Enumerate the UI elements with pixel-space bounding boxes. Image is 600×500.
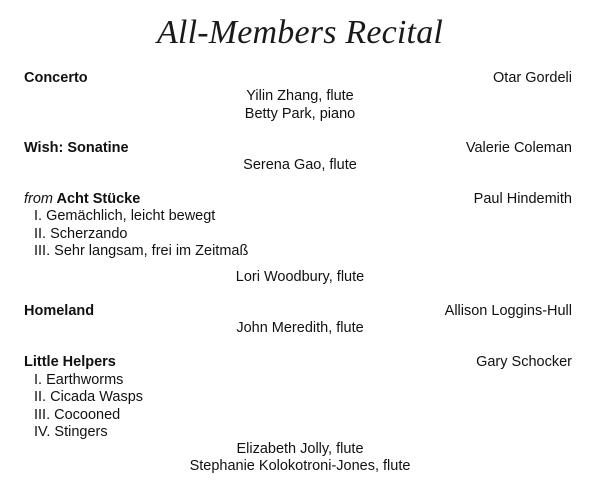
performer-line: Serena Gao, flute	[243, 157, 357, 173]
movement-line: I. Earthworms	[34, 372, 124, 388]
performer-line: Lori Woodbury, flute	[235, 269, 365, 285]
composer-name: Gary Schocker	[476, 354, 572, 370]
movement-line: IV. Stingers	[34, 424, 108, 440]
performer-line: John Meredith, flute	[236, 320, 364, 336]
program-entry-concerto	[24, 69, 572, 87]
work-title: Wish: Sonatine	[24, 140, 129, 156]
work-title-text: Acht Stücke	[56, 191, 141, 207]
program-entry-acht-stucke	[24, 190, 572, 208]
composer-name: Valerie Coleman	[465, 140, 572, 156]
work-prefix: from	[24, 191, 53, 207]
program-entry-homeland	[24, 302, 572, 320]
movement-line: II. Cicada Wasps	[34, 389, 144, 405]
movement-line: I. Gemächlich, leicht bewegt	[34, 208, 216, 224]
movement-line: III. Cocooned	[34, 407, 121, 423]
program-title: All-Members Recital	[156, 14, 444, 51]
work-title	[24, 190, 140, 208]
composer-name: Paul Hindemith	[473, 191, 572, 207]
work-title: Little Helpers	[24, 354, 116, 370]
performer-line: Betty Park, piano	[244, 106, 356, 122]
program-entry-little-helpers	[24, 353, 572, 371]
program-entry-wish-sonatine	[24, 139, 572, 157]
composer-name: Otar Gordeli	[493, 70, 572, 86]
movement-line: III. Sehr langsam, frei im Zeitmaß	[34, 243, 249, 259]
movement-line: II. Scherzando	[34, 226, 128, 242]
composer-name: Allison Loggins-Hull	[444, 303, 572, 319]
performer-line: Stephanie Kolokotroni-Jones, flute	[189, 458, 411, 474]
work-title: Concerto	[24, 70, 88, 86]
performer-line: Elizabeth Jolly, flute	[236, 441, 364, 457]
performer-line: Yilin Zhang, flute	[246, 88, 354, 104]
work-title: Homeland	[24, 303, 95, 319]
